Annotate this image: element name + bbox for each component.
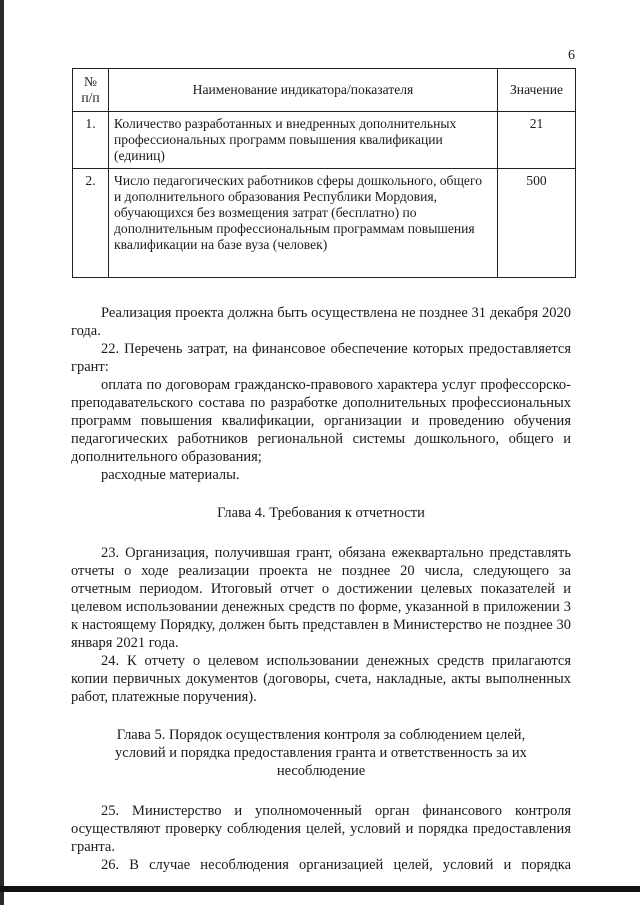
page-number: 6 (568, 48, 575, 63)
indicators-table (72, 68, 576, 278)
table-row (73, 112, 576, 169)
scan-edge-bottom (0, 886, 640, 892)
chapter-4-heading: Глава 4. Требования к отчетности (217, 505, 425, 521)
chapter-5-heading-line-1: Глава 5. Порядок осуществления контроля за соблюдением целей, (116, 727, 526, 743)
chapter-5-heading-line-3: несоблюдение (276, 763, 366, 779)
row-num: 2. (73, 169, 109, 278)
paragraph-22-item-1: оплата по договорам гражданско-правового характера услуг профессорско-преподавательского состава по разработке дополнительных профессиональных программ повышения квалификации, организации и проведению обучения педагогических работников региональной системы дошкольного, общего и дополнительного образования; (71, 377, 571, 465)
paragraph-26: 26. В случае несоблюдения организацией целей, условий и порядка (101, 857, 571, 873)
row-value: 21 (498, 112, 576, 169)
row-name: Число педагогических работников сферы дошкольного, общего и дополнительного образования Республики Мордовия, обучающихся без возмещения затрат (бесплатно) по дополнительным профессиональным программам повышения квалификации на базе вуза (человек) (109, 169, 498, 278)
row-num: 1. (73, 112, 109, 169)
document-body (71, 304, 571, 874)
header-name: Наименование индикатора/показателя (109, 69, 498, 112)
paragraph-22: 22. Перечень затрат, на финансовое обеспечение которых предоставляется грант: (71, 341, 571, 375)
paragraph-22-item-2: расходные материалы. (101, 467, 240, 483)
paragraph-24: 24. К отчету о целевом использовании денежных средств прилагаются копии первичных документов (договоры, счета, накладные, акты выполненных работ, платежные поручения). (71, 653, 571, 705)
chapter-5-heading-line-2: условий и порядка предоставления гранта и ответственность за их (115, 745, 527, 761)
table-header-row (73, 69, 576, 112)
row-value: 500 (498, 169, 576, 278)
paragraph-deadline: Реализация проекта должна быть осуществлена не позднее 31 декабря 2020 года. (71, 305, 571, 339)
header-num: № п/п (73, 69, 109, 112)
header-value: Значение (498, 69, 576, 112)
table-row (73, 169, 576, 278)
paragraph-25: 25. Министерство и уполномоченный орган финансового контроля осуществляют проверку соблюдения целей, условий и порядка предоставления гранта. (71, 803, 571, 855)
scan-edge-left (0, 0, 4, 905)
paragraph-23: 23. Организация, получившая грант, обязана ежеквартально представлять отчеты о ходе реализации проекта не позднее 20 числа, следующего за отчетным периодом. Итоговый отчет о достижении целевых показателей и целевом использовании денежных средств по форме, указанной в приложении 3 к настоящему Порядку, должен быть представлен в Министерство не позднее 30 января 2021 года. (71, 545, 571, 651)
row-name: Количество разработанных и внедренных дополнительных профессиональных программ повышения квалификации (единиц) (109, 112, 498, 169)
